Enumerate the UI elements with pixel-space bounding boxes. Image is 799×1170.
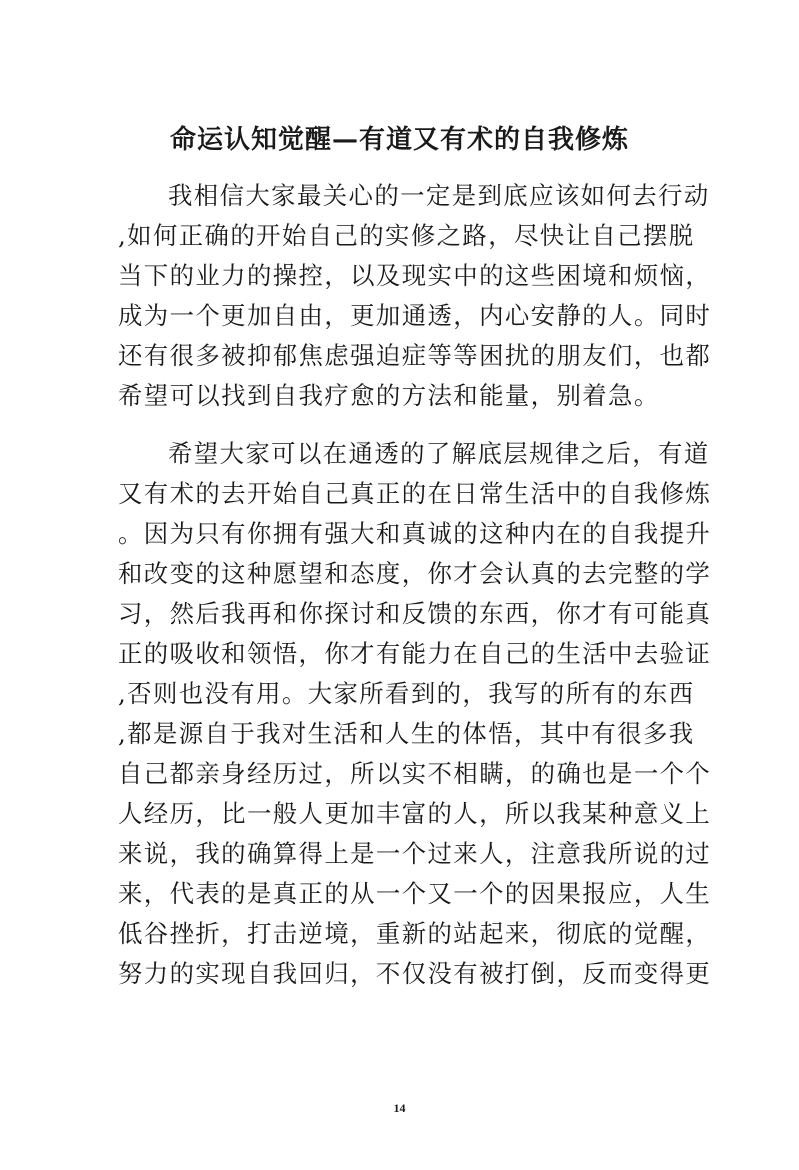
paragraph-line: 努力的实现自我回归，不仅没有被打倒，反而变得更 xyxy=(118,959,712,988)
paragraph-line: 成为一个更加自由，更加通透，内心安静的人。同时 xyxy=(118,301,712,330)
paragraph-line: ,都是源自于我对生活和人生的体悟，其中有很多我 xyxy=(118,719,695,748)
paragraph-line: ,如何正确的开始自己的实修之路，尽快让自己摆脱 xyxy=(118,221,695,250)
paragraph-line: 来说，我的确算得上是一个过来人，注意我所说的过 xyxy=(118,839,712,868)
paragraph-line: 还有很多被抑郁焦虑强迫症等等困扰的朋友们，也都 xyxy=(118,341,712,370)
paragraph-line: 人经历，比一般人更加丰富的人，所以我某种意义上 xyxy=(118,799,712,828)
paragraph-line: 习，然后我再和你探讨和反馈的东西，你才有可能真 xyxy=(118,599,712,628)
paragraph-line: 我相信大家最关心的一定是到底应该如何去行动 xyxy=(168,181,710,210)
paragraph-line: 希望大家可以在通透的了解底层规律之后，有道 xyxy=(168,439,710,468)
paragraph-line: 。因为只有你拥有强大和真诚的这种内在的自我提升 xyxy=(118,519,712,548)
paragraph-line: 当下的业力的操控，以及现实中的这些困境和烦恼， xyxy=(118,261,712,290)
paragraph-line: 希望可以找到自我疗愈的方法和能量，别着急。 xyxy=(118,381,660,410)
paragraph-line: 低谷挫折，打击逆境，重新的站起来，彻底的觉醒， xyxy=(118,919,712,948)
paragraph-line: 自己都亲身经历过，所以实不相瞒，的确也是一个个 xyxy=(118,759,712,788)
page-number: 14 xyxy=(393,1101,406,1115)
paragraph-line: 又有术的去开始自己真正的在日常生活中的自我修炼 xyxy=(118,479,712,508)
paragraph-line: 正的吸收和领悟，你才有能力在自己的生活中去验证 xyxy=(118,639,712,668)
paragraph-line: 来，代表的是真正的从一个又一个的因果报应，人生 xyxy=(118,879,712,908)
paragraph-line: 和改变的这种愿望和态度，你才会认真的去完整的学 xyxy=(118,559,712,588)
page-title: 命运认知觉醒—有道又有术的自我修炼 xyxy=(169,125,629,155)
paragraph-line: ,否则也没有用。大家所看到的，我写的所有的东西 xyxy=(118,679,695,708)
